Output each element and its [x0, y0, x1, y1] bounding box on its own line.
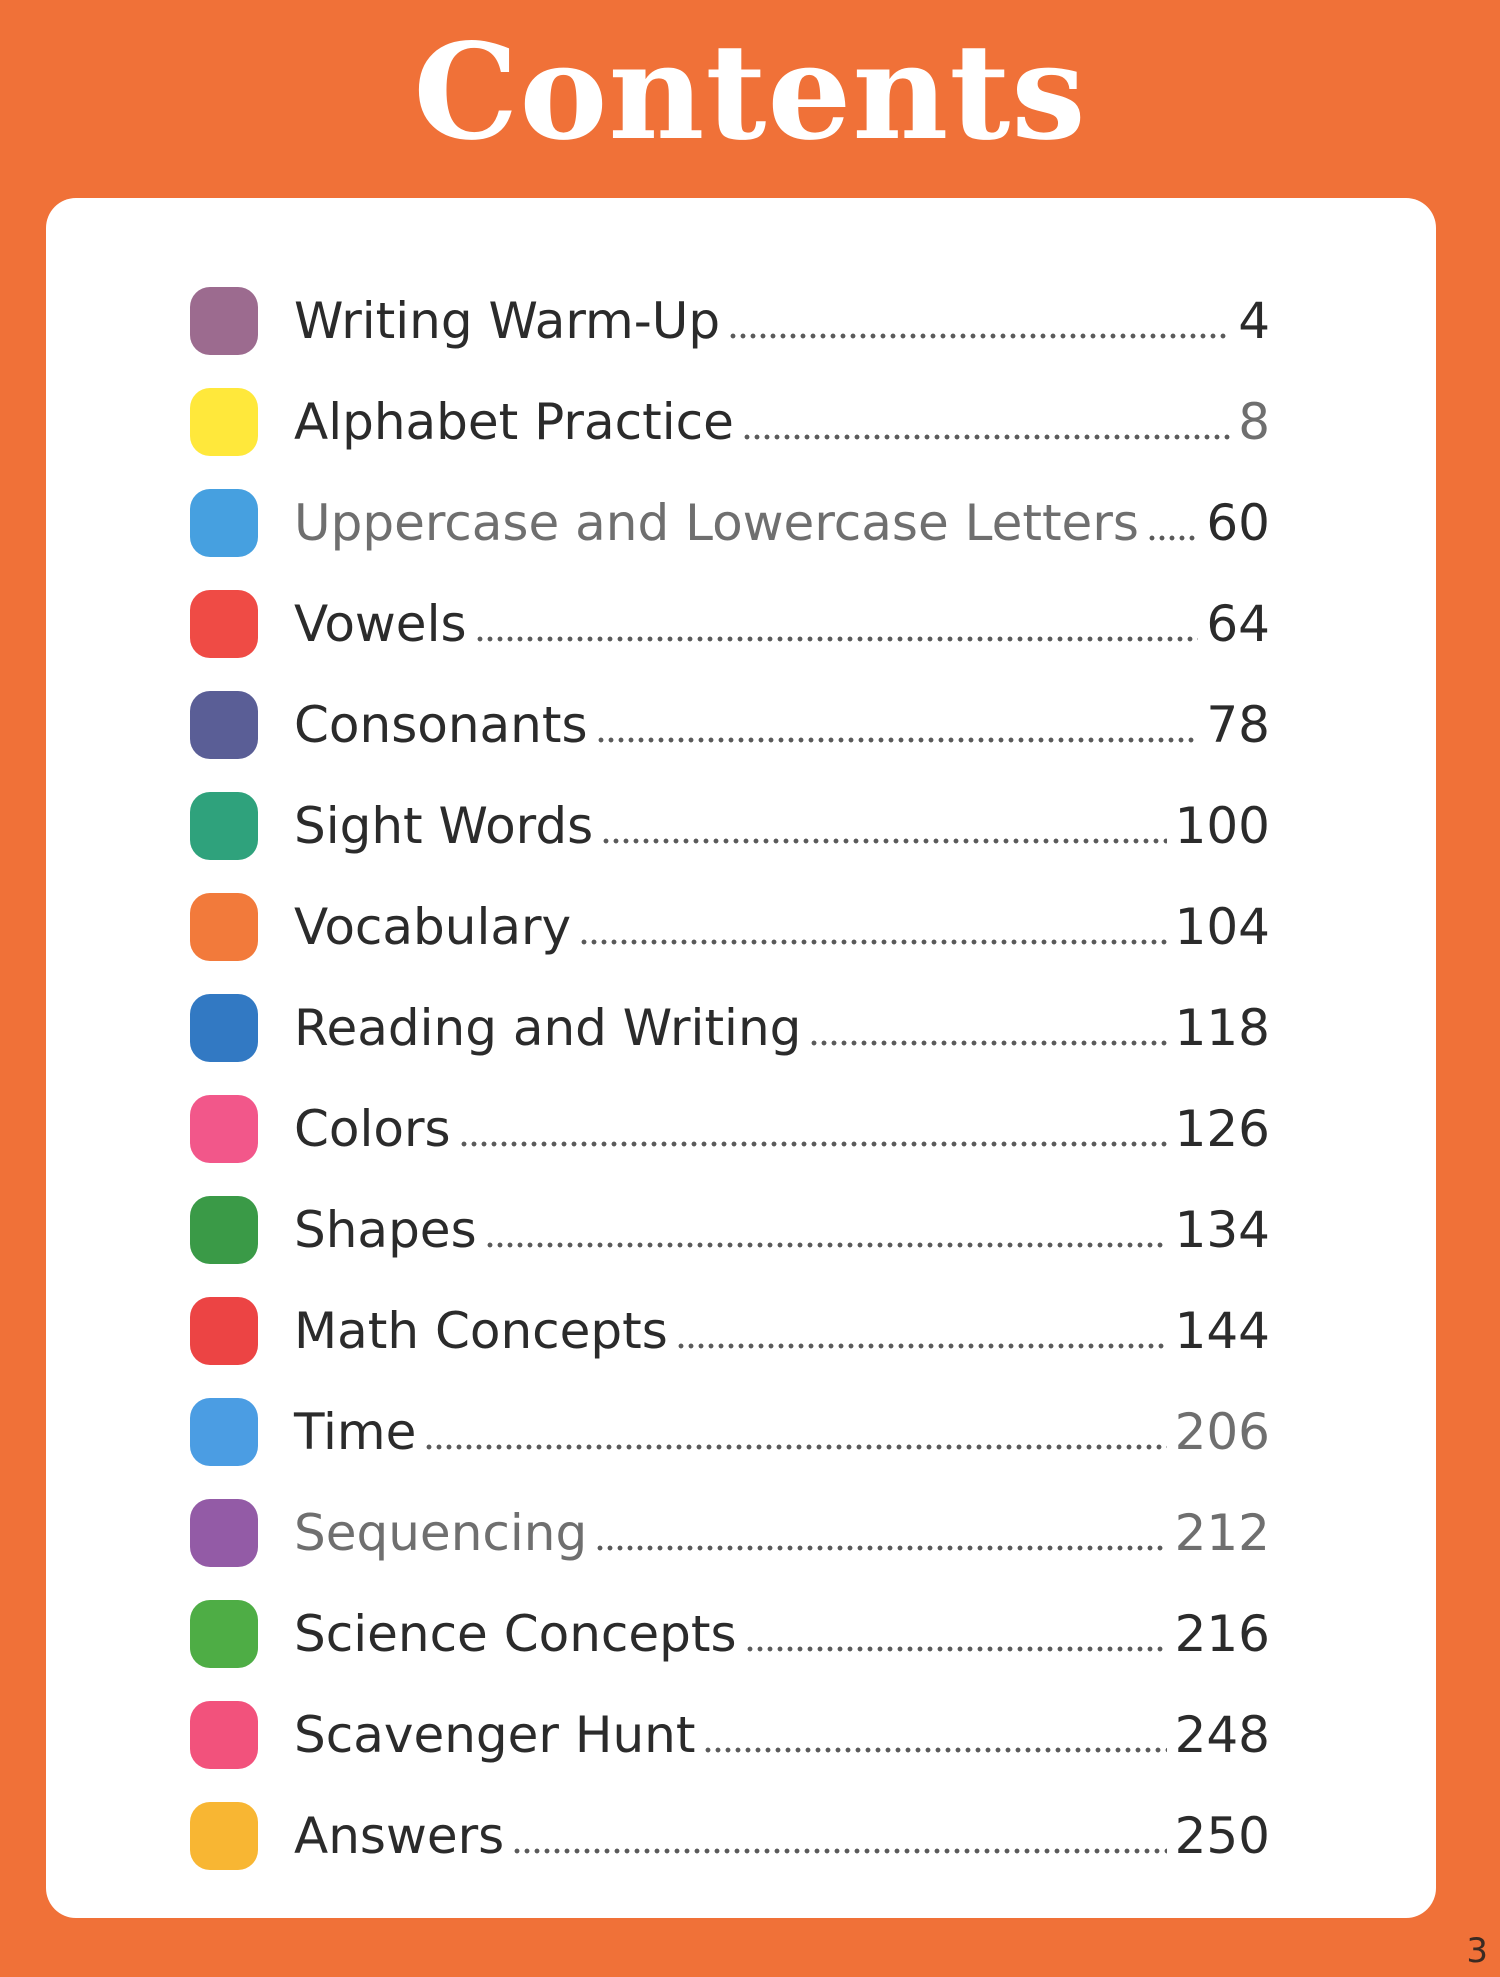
entry-title: Colors	[294, 1099, 451, 1158]
color-swatch	[190, 893, 258, 961]
color-swatch	[190, 388, 258, 456]
page-number: 3	[1466, 1931, 1488, 1971]
entry-title: Shapes	[294, 1200, 477, 1259]
entry-page-number: 78	[1206, 695, 1270, 754]
toc-entry-alphabet-practice[interactable]	[190, 371, 1270, 472]
dot-leader	[512, 1845, 1166, 1857]
toc-entry-time[interactable]	[190, 1381, 1270, 1482]
entry-page-number: 100	[1174, 796, 1270, 855]
toc-entry-sight-words[interactable]	[190, 775, 1270, 876]
toc-entry-science-concepts[interactable]	[190, 1583, 1270, 1684]
toc-entry-sequencing[interactable]	[190, 1482, 1270, 1583]
entry-page-number: 104	[1174, 897, 1270, 956]
entry-title: Sight Words	[294, 796, 594, 855]
entry-page-number: 216	[1174, 1604, 1270, 1663]
entry-page-number: 118	[1174, 998, 1270, 1057]
color-swatch	[190, 994, 258, 1062]
dot-leader	[728, 330, 1230, 342]
entry-title: Time	[294, 1402, 417, 1461]
color-swatch	[190, 1095, 258, 1163]
color-swatch	[190, 1499, 258, 1567]
dot-leader	[703, 1744, 1166, 1756]
entry-page-number: 60	[1206, 493, 1270, 552]
entry-title: Vocabulary	[294, 897, 572, 956]
dot-leader	[742, 431, 1230, 443]
dot-leader	[475, 633, 1199, 645]
color-swatch	[190, 1297, 258, 1365]
color-swatch	[190, 792, 258, 860]
dot-leader	[1147, 532, 1198, 544]
dot-leader	[485, 1239, 1167, 1251]
toc-entry-shapes[interactable]	[190, 1179, 1270, 1280]
color-swatch	[190, 1398, 258, 1466]
color-swatch	[190, 1196, 258, 1264]
dot-leader	[676, 1340, 1167, 1352]
entry-page-number: 134	[1174, 1200, 1270, 1259]
dot-leader	[745, 1643, 1167, 1655]
entry-title: Sequencing	[294, 1503, 588, 1562]
dot-leader	[601, 835, 1166, 847]
color-swatch	[190, 691, 258, 759]
toc-entry-consonants[interactable]	[190, 674, 1270, 775]
toc-entry-vocabulary[interactable]	[190, 876, 1270, 977]
entry-page-number: 4	[1238, 291, 1270, 350]
toc-entry-math-concepts[interactable]	[190, 1280, 1270, 1381]
toc-entry-vowels[interactable]	[190, 573, 1270, 674]
entry-page-number: 8	[1238, 392, 1270, 451]
entry-page-number: 64	[1206, 594, 1270, 653]
toc-entry-reading-and-writing[interactable]	[190, 977, 1270, 1078]
entry-title: Writing Warm-Up	[294, 291, 721, 350]
dot-leader	[579, 936, 1166, 948]
toc-entry-answers[interactable]	[190, 1785, 1270, 1886]
entry-page-number: 144	[1174, 1301, 1270, 1360]
color-swatch	[190, 590, 258, 658]
entry-title: Answers	[294, 1806, 505, 1865]
color-swatch	[190, 287, 258, 355]
dot-leader	[424, 1441, 1166, 1453]
toc-entry-writing-warm-up[interactable]	[190, 270, 1270, 371]
page-title: Contents	[413, 15, 1087, 170]
entry-page-number: 248	[1174, 1705, 1270, 1764]
entry-title: Vowels	[294, 594, 467, 653]
entry-title: Uppercase and Lowercase Letters	[294, 493, 1139, 552]
color-swatch	[190, 1701, 258, 1769]
toc-entry-colors[interactable]	[190, 1078, 1270, 1179]
entry-page-number: 250	[1174, 1806, 1270, 1865]
entry-page-number: 206	[1174, 1402, 1270, 1461]
dot-leader	[595, 1542, 1166, 1554]
dot-leader	[459, 1138, 1167, 1150]
color-swatch	[190, 1802, 258, 1870]
entry-title: Math Concepts	[294, 1301, 668, 1360]
color-swatch	[190, 1600, 258, 1668]
dot-leader	[596, 734, 1199, 746]
entry-title: Reading and Writing	[294, 998, 802, 1057]
color-swatch	[190, 489, 258, 557]
toc-entry-uppercase-lowercase[interactable]	[190, 472, 1270, 573]
entry-title: Science Concepts	[294, 1604, 737, 1663]
entry-title: Scavenger Hunt	[294, 1705, 696, 1764]
dot-leader	[809, 1037, 1166, 1049]
entry-title: Alphabet Practice	[294, 392, 734, 451]
entry-title: Consonants	[294, 695, 588, 754]
entry-page-number: 212	[1174, 1503, 1270, 1562]
table-of-contents	[190, 270, 1270, 1886]
toc-entry-scavenger-hunt[interactable]	[190, 1684, 1270, 1785]
entry-page-number: 126	[1174, 1099, 1270, 1158]
